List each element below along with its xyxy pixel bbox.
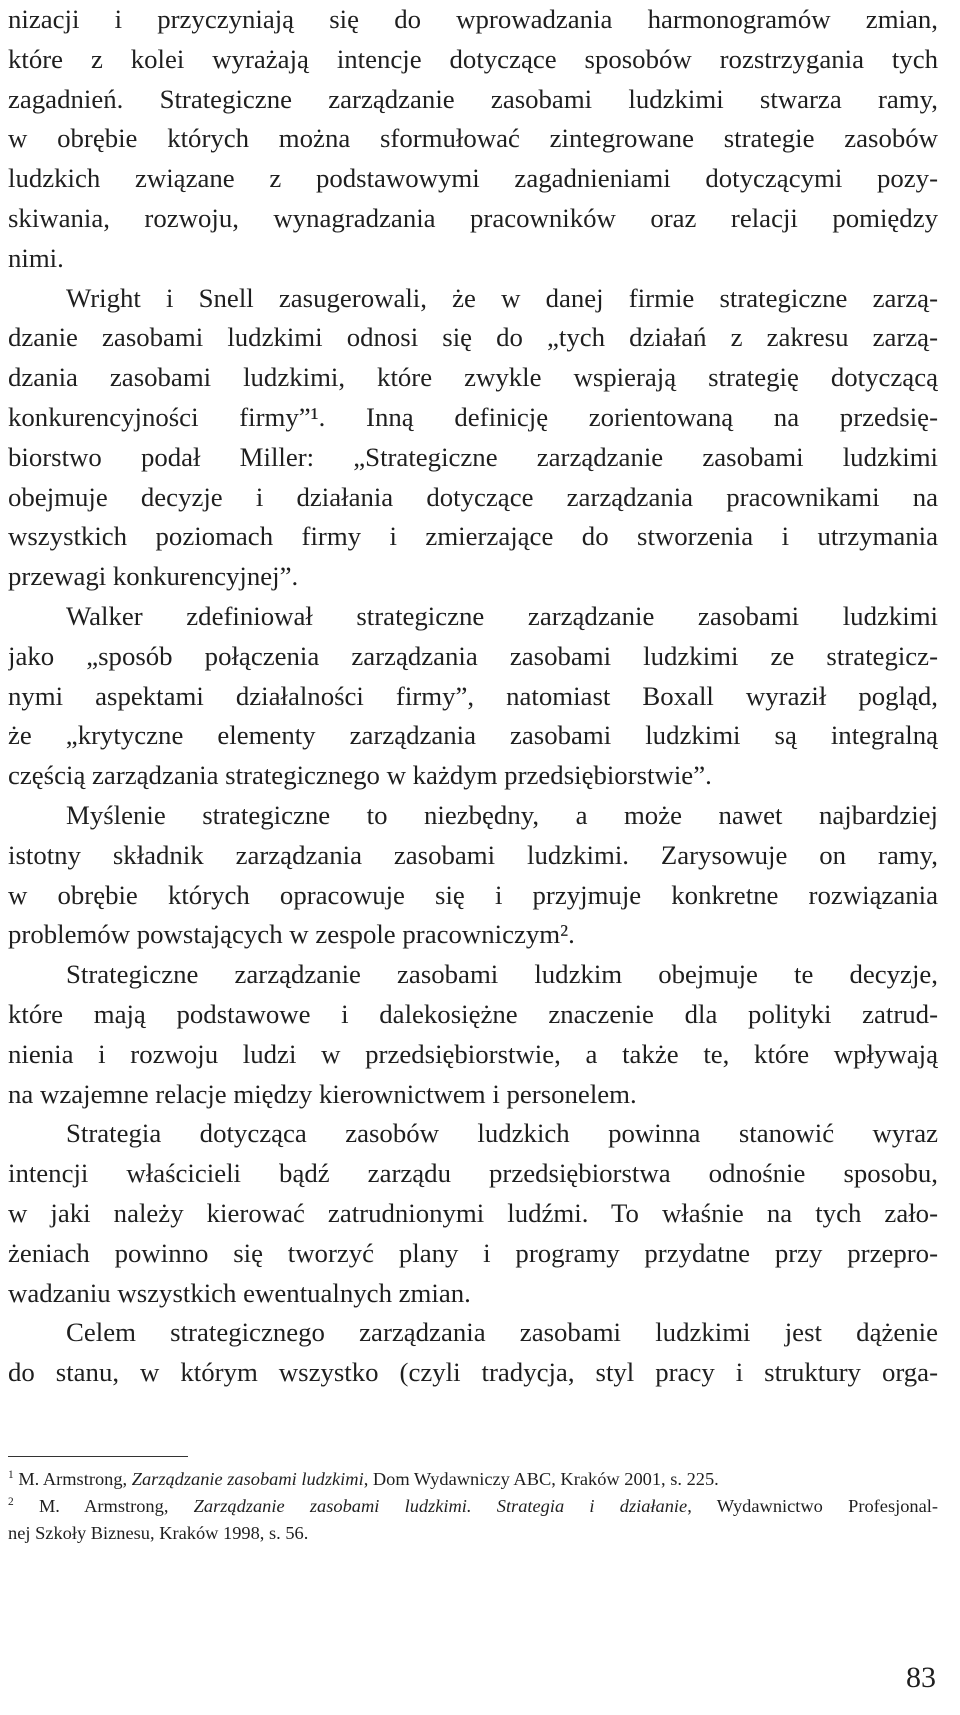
- text-line: częścią zarządzania strategicznego w każdym przedsiębiorstwie”.: [8, 760, 712, 791]
- text-line: wszystkich poziomach firmy i zmierzające do stworzenia i utrzymania: [8, 521, 938, 552]
- text-line: żeniach powinno się tworzyć plany i programy przydatne przy przepro-: [8, 1237, 938, 1268]
- paragraph: [8, 0, 938, 279]
- text-line: jako „sposób połączenia zarządzania zasobami ludzkimi ze strategicz-: [8, 640, 938, 671]
- text-line: w obrębie których można sformułować zintegrowane strategie zasobów: [8, 123, 938, 154]
- paragraph: [8, 1313, 938, 1393]
- footnote-2-mark: 2: [8, 1495, 14, 1508]
- text-line: nienia i rozwoju ludzi w przedsiębiorstwie, a także te, które wpływają: [8, 1038, 938, 1069]
- page-number: 83: [906, 1661, 936, 1694]
- text-line: istotny składnik zarządzania zasobami ludzkimi. Zarysowuje on ramy,: [8, 839, 938, 870]
- document-page: [8, 0, 938, 1715]
- text-line: dzanie zasobami ludzkimi odnosi się do „tych działań z zakresu zarzą-: [8, 322, 938, 353]
- footnote-1-mark: 1: [8, 1468, 14, 1481]
- footnote-2-title: Zarządzanie zasobami ludzkimi. Strategia i działanie: [193, 1496, 688, 1516]
- text-line: do stanu, w którym wszystko (czyli tradycja, styl pracy i struktury orga-: [8, 1357, 938, 1388]
- text-line: intencji właścicieli bądź zarządu przedsiębiorstwa odnośnie sposobu,: [8, 1158, 938, 1189]
- text-line: w jaki należy kierować zatrudnionymi ludźmi. To właśnie na tych zało-: [8, 1197, 938, 1228]
- paragraph: [8, 597, 938, 796]
- text-line: które z kolei wyrażają intencje dotyczące sposobów rozstrzygania tych: [8, 43, 938, 74]
- text-line: Strategiczne zarządzanie zasobami ludzkim obejmuje te decyzje,: [66, 959, 938, 990]
- footnote-1: [8, 1466, 938, 1493]
- text-line: nymi aspektami działalności firmy”, natomiast Boxall wyraził pogląd,: [8, 680, 938, 711]
- text-line: Celem strategicznego zarządzania zasobami ludzkimi jest dążenie: [66, 1317, 938, 1348]
- text-line: które mają podstawowe i dalekosiężne znaczenie dla polityki zatrud-: [8, 998, 938, 1029]
- text-line: wadzaniu wszystkich ewentualnych zmian.: [8, 1277, 471, 1308]
- text-line: Myślenie strategiczne to niezbędny, a może nawet najbardziej: [66, 799, 938, 830]
- text-line: nimi.: [8, 242, 64, 273]
- text-line: ludzkich związane z podstawowymi zagadnieniami dotyczącymi pozy-: [8, 163, 938, 194]
- text-line: nizacji i przyczyniają się do wprowadzania harmonogramów zmian,: [8, 4, 938, 34]
- footnote-separator: [8, 1456, 188, 1457]
- footnotes: [8, 1466, 938, 1547]
- text-line: obejmuje decyzje i działania dotyczące zarządzania pracownikami na: [8, 481, 938, 512]
- text-line: problemów powstających w zespole pracowniczym².: [8, 919, 575, 950]
- footnote-2-author: M. Armstrong,: [38, 1496, 194, 1516]
- text-line: że „krytyczne elementy zarządzania zasobami ludzkimi są integralną: [8, 720, 938, 751]
- footnote-2: [8, 1493, 938, 1520]
- text-line: Wright i Snell zasugerowali, że w danej firmie strategiczne zarzą-: [66, 282, 938, 313]
- paragraph: [8, 955, 938, 1114]
- text-line: na wzajemne relacje między kierownictwem i personelem.: [8, 1078, 637, 1109]
- text-line: zagadnień. Strategiczne zarządzanie zasobami ludzkimi stwarza ramy,: [8, 83, 938, 114]
- paragraph: [8, 1114, 938, 1313]
- text-line: Strategia dotycząca zasobów ludzkich powinna stanowić wyraz: [66, 1118, 938, 1149]
- text-line: Walker zdefiniował strategiczne zarządzanie zasobami ludzkimi: [66, 600, 938, 631]
- text-line: konkurencyjności firmy”¹. Inną definicję zorientowaną na przedsię-: [8, 401, 938, 432]
- footnote-1-rest: , Dom Wydawniczy ABC, Kraków 2001, s. 225.: [363, 1469, 719, 1489]
- footnote-1-author: M. Armstrong,: [18, 1469, 132, 1489]
- text-line: skiwania, rozwoju, wynagradzania pracowników oraz relacji pomiędzy: [8, 202, 938, 233]
- footnote-2-rest-1: , Wydawnictwo Profesjonal-: [687, 1496, 938, 1516]
- text-line: w obrębie których opracowuje się i przyjmuje konkretne rozwiązania: [8, 879, 938, 910]
- paragraph: [8, 279, 938, 597]
- body-text: [8, 0, 938, 1393]
- paragraph: [8, 796, 938, 955]
- footnote-1-title: Zarządzanie zasobami ludzkimi: [131, 1469, 364, 1489]
- text-line: biorstwo podał Miller: „Strategiczne zarządzanie zasobami ludzkimi: [8, 441, 938, 472]
- text-line: przewagi konkurencyjnej”.: [8, 561, 299, 592]
- text-line: dzania zasobami ludzkimi, które zwykle wspierają strategię dotyczącą: [8, 362, 938, 393]
- footnote-2-continuation: nej Szkoły Biznesu, Kraków 1998, s. 56.: [8, 1523, 309, 1543]
